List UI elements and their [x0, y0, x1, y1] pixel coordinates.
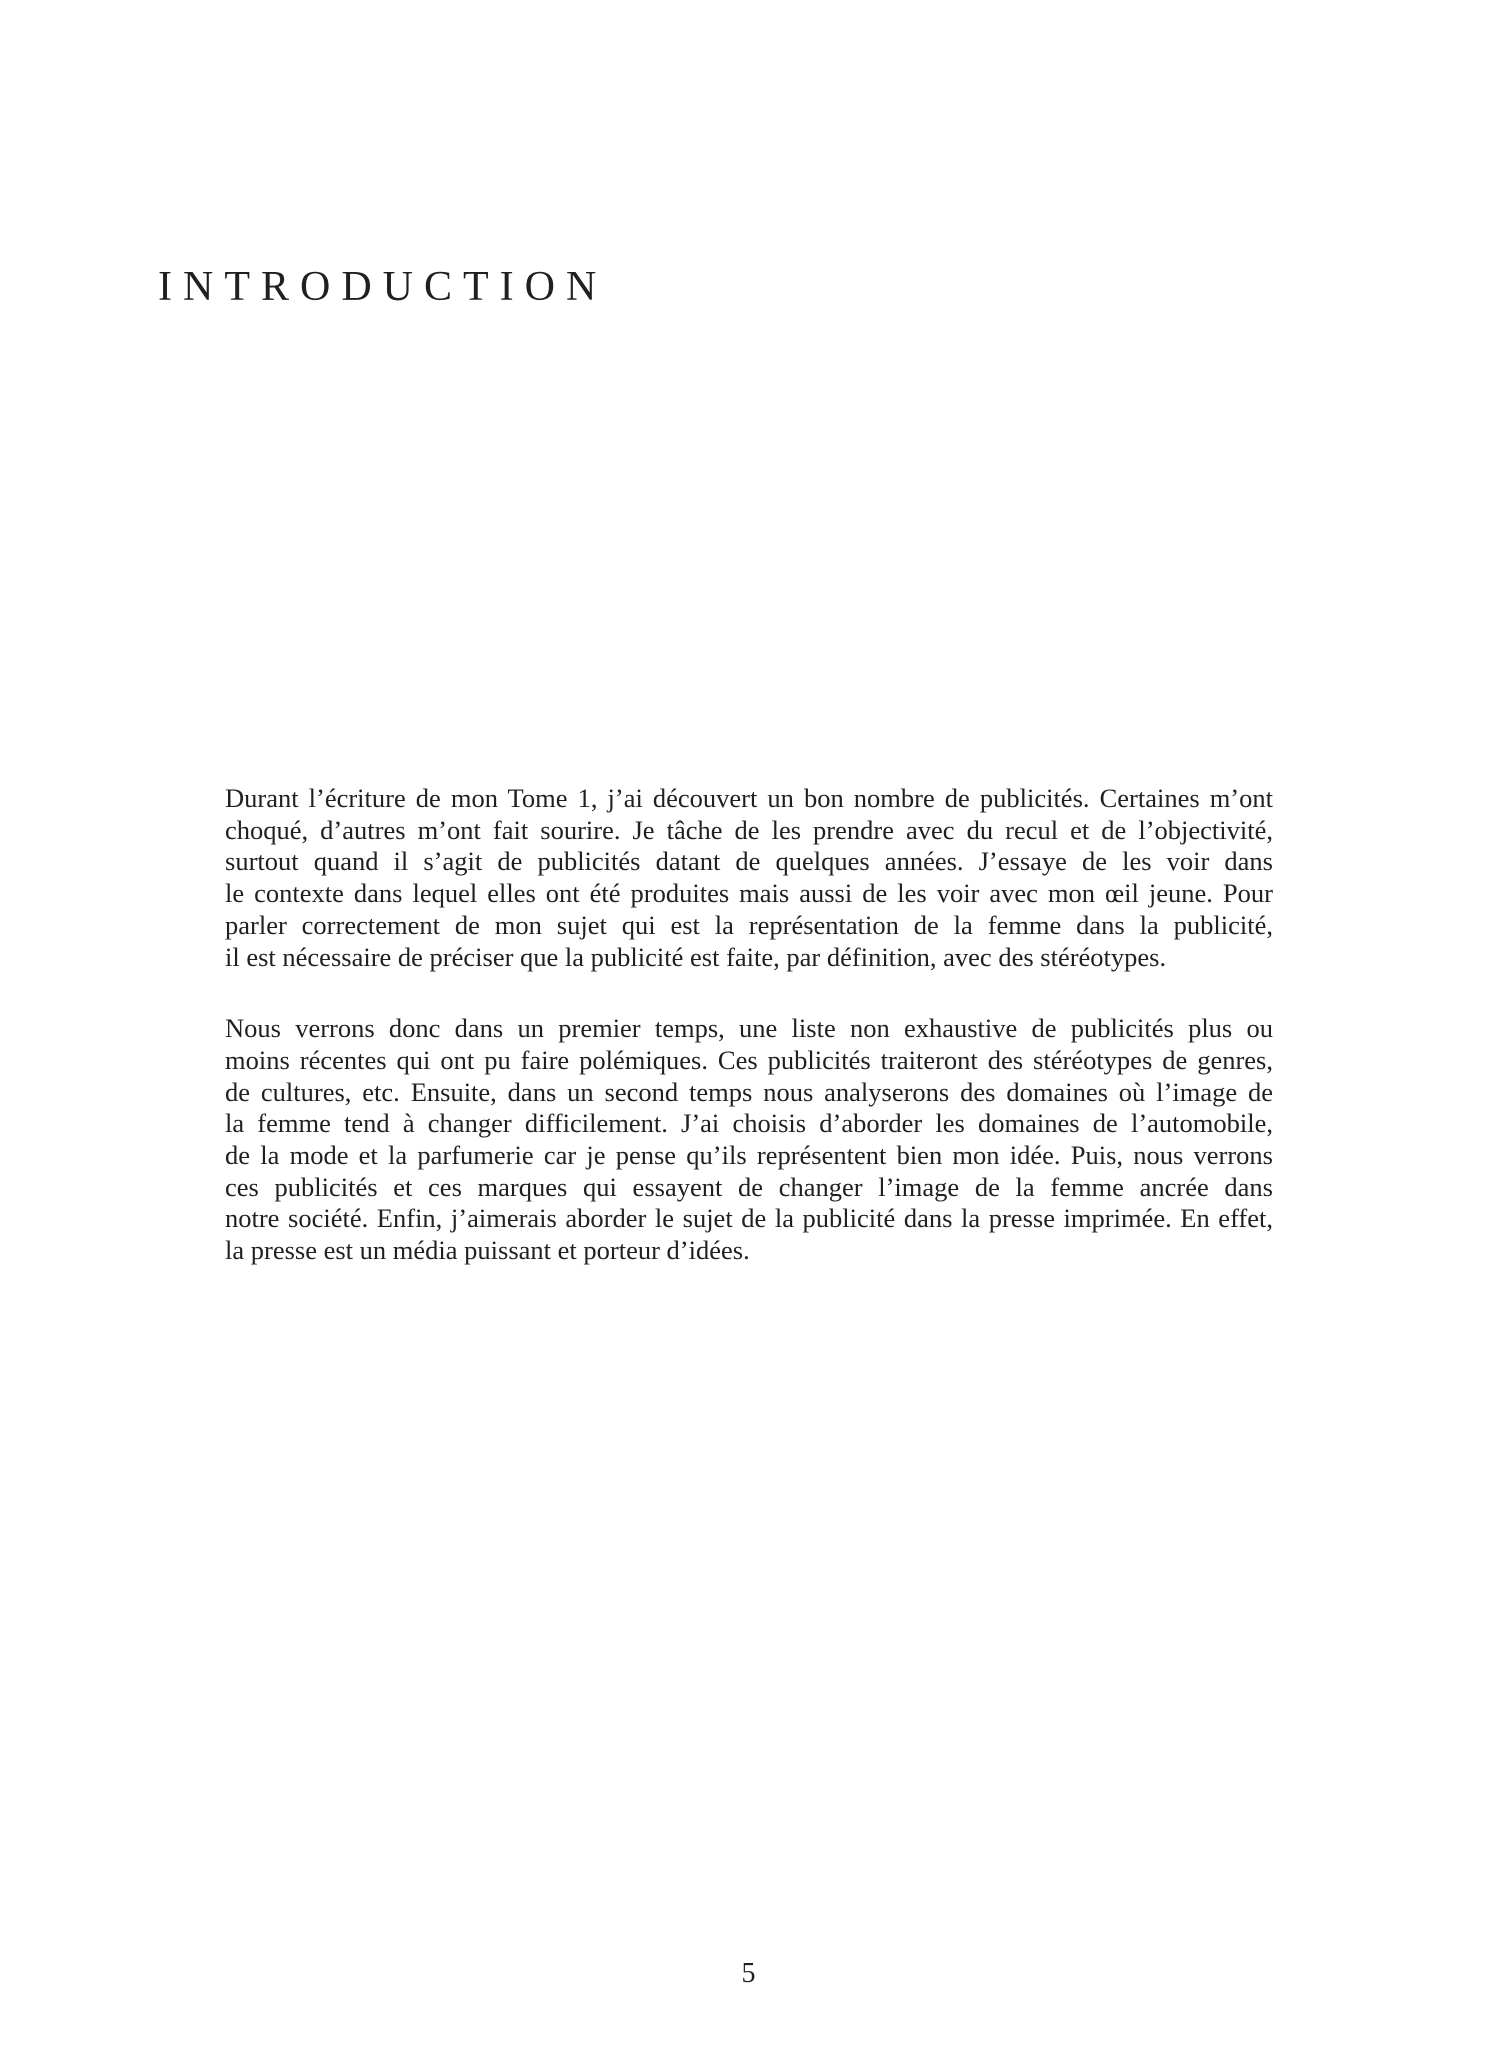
text-line: Nous verrons donc dans un premier temps, une liste non exhaustive de publicités plus ou: [225, 1013, 1273, 1044]
text-line: le contexte dans lequel elles ont été produites mais aussi de les voir avec mon œil jeune. Pour: [225, 878, 1273, 909]
text-line: moins récentes qui ont pu faire polémiques. Ces publicités traiteront des stéréotypes de genres,: [225, 1044, 1273, 1075]
text-line: de cultures, etc. Ensuite, dans un second temps nous analyserons des domaines où l’image de: [225, 1076, 1273, 1107]
paragraph-2: [225, 1013, 1273, 1267]
text-line: parler correctement de mon sujet qui est la représentation de la femme dans la publicité,: [225, 909, 1273, 940]
paragraph-1: [225, 783, 1273, 973]
text-line: choqué, d’autres m’ont fait sourire. Je tâche de les prendre avec du recul et de l’objectivité,: [225, 814, 1273, 845]
page-number: 5: [741, 1958, 756, 1989]
text-line: surtout quand il s’agit de publicités datant de quelques années. J’essaye de les voir dans: [225, 846, 1273, 877]
body-text: [225, 783, 1273, 1267]
text-line: de la mode et la parfumerie car je pense qu’ils représentent bien mon idée. Puis, nous verrons: [225, 1140, 1273, 1171]
chapter-heading: INTRODUCTION: [158, 264, 608, 310]
text-line: la femme tend à changer difficilement. J’ai choisis d’aborder les domaines de l’automobile,: [225, 1108, 1273, 1139]
text-line: la presse est un média puissant et porteur d’idées.: [225, 1235, 750, 1266]
text-line: il est nécessaire de préciser que la publicité est faite, par définition, avec des stéréotypes.: [225, 941, 1167, 972]
text-line: notre société. Enfin, j’aimerais aborder le sujet de la publicité dans la presse imprimée. En effet,: [225, 1203, 1273, 1234]
text-line: ces publicités et ces marques qui essayent de changer l’image de la femme ancrée dans: [225, 1171, 1273, 1202]
text-line: Durant l’écriture de mon Tome 1, j’ai découvert un bon nombre de publicités. Certaines m’ont: [225, 783, 1273, 813]
